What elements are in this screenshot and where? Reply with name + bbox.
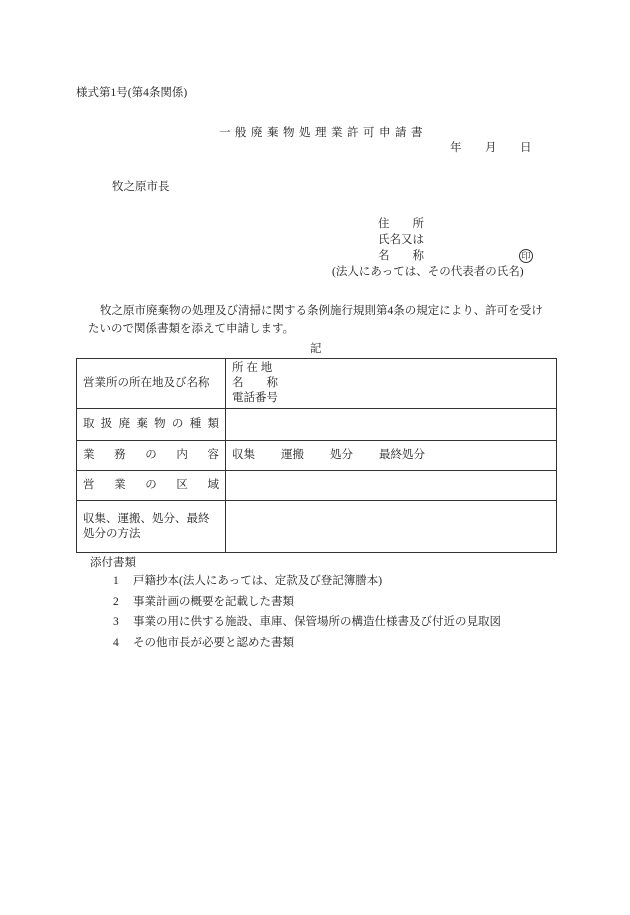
addressee: 牧之原市長 xyxy=(112,181,170,193)
list-item: 2 事業計画の概要を記載した書類 xyxy=(113,595,294,608)
office-label: 営業所の所在地及び名称 xyxy=(77,359,226,409)
option-final-disposal[interactable]: 最終処分 xyxy=(379,449,425,461)
table-row xyxy=(77,471,557,501)
representative-note: (法人にあっては、その代表者の氏名) xyxy=(332,266,524,278)
body-text-line-2: たいので関係書類を添えて申請します。 xyxy=(88,323,295,335)
name-label: 名 称 xyxy=(232,377,278,389)
applicant-name-label: 氏名又は xyxy=(378,234,424,246)
method-value[interactable] xyxy=(226,501,557,553)
seal-icon: 印 xyxy=(519,249,533,263)
table-row xyxy=(77,409,557,441)
date-year: 年 xyxy=(450,142,462,154)
table-row xyxy=(77,359,557,409)
list-item: 1 戸籍抄本(法人にあっては、定款及び登記簿謄本) xyxy=(113,575,383,587)
option-collection[interactable]: 収集 xyxy=(232,449,255,461)
attachments-list xyxy=(113,574,501,656)
application-table xyxy=(76,358,557,553)
location-label: 所 在 地 xyxy=(232,362,273,374)
ki-heading: 記 xyxy=(310,343,322,355)
business-content-label: 業 務 の 内 容 xyxy=(77,441,226,471)
option-disposal[interactable]: 処分 xyxy=(330,449,353,461)
phone-label: 電話番号 xyxy=(232,392,278,404)
table-row xyxy=(77,501,557,553)
list-item: 3 事業の用に供する施設、車庫、保管場所の構造仕様書及び付近の見取図 xyxy=(113,616,501,628)
business-area-label: 営 業 の 区 域 xyxy=(77,471,226,501)
business-content-value[interactable] xyxy=(226,441,557,471)
waste-type-value[interactable] xyxy=(226,409,557,441)
list-item: 4 その他市長が必要と認めた書類 xyxy=(113,636,294,649)
office-value[interactable] xyxy=(226,359,557,409)
date-day: 日 xyxy=(520,142,532,154)
date-month: 月 xyxy=(485,142,497,154)
applicant-address-label: 住 所 xyxy=(378,218,424,230)
body-text-line-1: 牧之原市廃棄物の処理及び清掃に関する条例施行規則第4条の規定により、許可を受け xyxy=(100,305,543,317)
business-area-value[interactable] xyxy=(226,471,557,501)
attachments-heading: 添付書類 xyxy=(90,557,136,569)
document-title: 一般廃棄物処理業許可申請書 xyxy=(219,127,427,139)
method-label: 収集、運搬、処分、最終 処分の方法 xyxy=(77,501,226,553)
option-transport[interactable]: 運搬 xyxy=(281,449,304,461)
form-number: 様式第1号(第4条関係) xyxy=(76,87,188,99)
applicant-name-label-2: 名 称 xyxy=(378,250,424,262)
waste-type-label: 取 扱 廃 棄 物 の 種 類 xyxy=(77,409,226,441)
table-row xyxy=(77,441,557,471)
